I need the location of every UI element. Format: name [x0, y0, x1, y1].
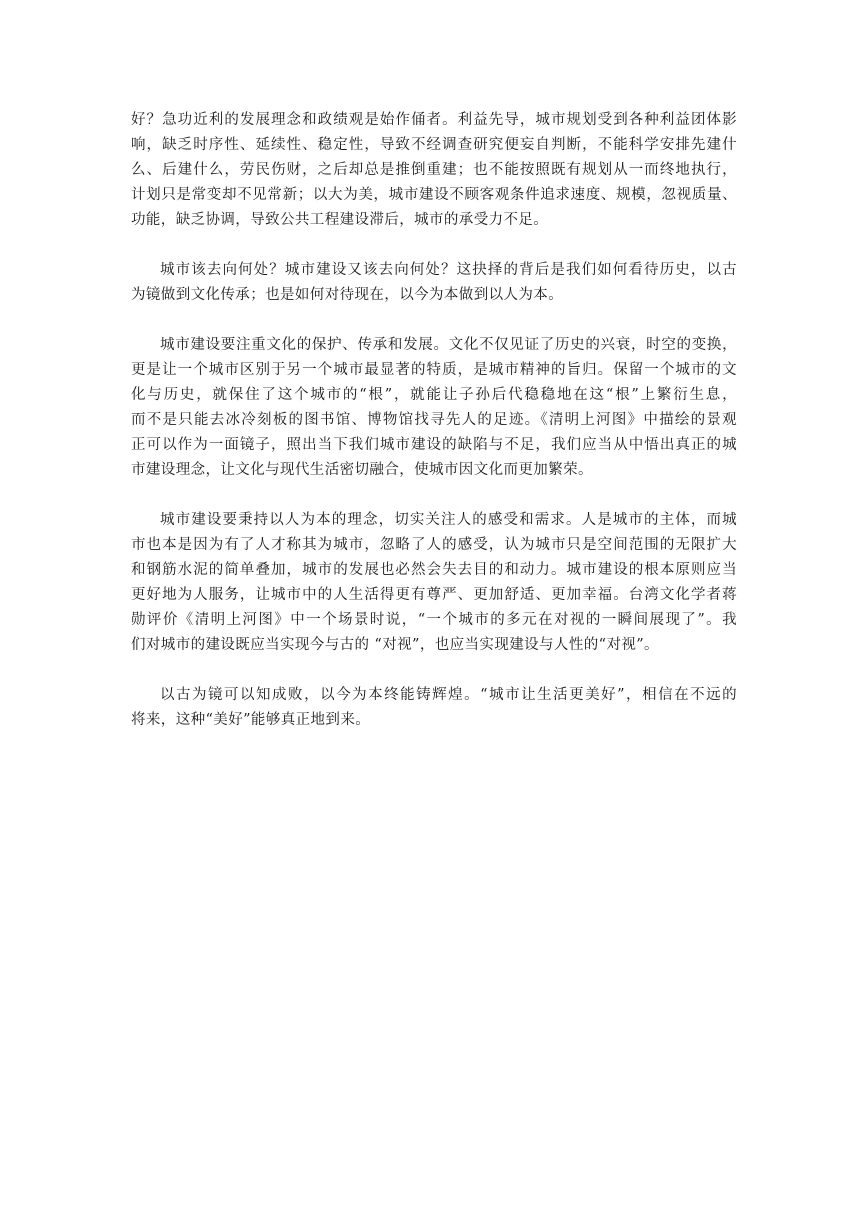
text-line: 城市建设要注重文化的保护、传承和发展。文化不仅见证了历史的兴衰，时空的变换，	[160, 337, 737, 353]
text-line: 以古为镜可以知成败，以今为本终能铸辉煌。“城市让生活更美好”，相信在不远的	[160, 687, 737, 703]
text-line: 而不是只能去冰冷刻板的图书馆、博物馆找寻先人的足迹。《清明上河图》中描绘的景观	[131, 412, 737, 428]
text-line: 城市该去向何处？城市建设又该去向何处？这抉择的背后是我们如何看待历史，以古	[160, 262, 737, 278]
document-body	[131, 108, 737, 758]
paragraph-1	[131, 108, 737, 233]
text-line: 勋评价《清明上河图》中一个场景时说，“一个城市的多元在对视的一瞬间展现了”。我	[131, 612, 737, 628]
text-line: 为镜做到文化传承；也是如何对待现在，以今为本做到以人为本。	[131, 287, 564, 303]
text-line: 更是让一个城市区别于另一个城市最显著的特质，是城市精神的旨归。保留一个城市的文	[131, 362, 737, 378]
paragraph-4	[131, 508, 737, 658]
text-line: 将来，这种“美好”能够真正地到来。	[131, 712, 371, 728]
text-line: 市建设理念，让文化与现代生活密切融合，使城市因文化而更加繁荣。	[131, 462, 593, 478]
text-line: 和钢筋水泥的简单叠加，城市的发展也必然会失去目的和动力。城市建设的根本原则应当	[131, 562, 737, 578]
text-line: 更好地为人服务，让城市中的人生活得更有尊严、更加舒适、更加幸福。台湾文化学者蒋	[131, 587, 737, 603]
text-line: 化与历史，就保住了这个城市的“根”，就能让子孙后代稳稳地在这“根”上繁衍生息，	[131, 387, 737, 403]
text-line: 正可以作为一面镜子，照出当下我们城市建设的缺陷与不足，我们应当从中悟出真正的城	[131, 437, 737, 453]
text-line: 好？急功近利的发展理念和政绩观是始作俑者。利益先导，城市规划受到各种利益团体影	[131, 112, 737, 128]
text-line: 么、后建什么，劳民伤财，之后却总是推倒重建；也不能按照既有规划从一而终地执行，	[131, 162, 737, 178]
text-line: 城市建设要秉持以人为本的理念，切实关注人的感受和需求。人是城市的主体，而城	[160, 512, 737, 528]
text-line: 功能，缺乏协调，导致公共工程建设滞后，城市的承受力不足。	[131, 212, 549, 228]
text-line: 计划只是常变却不见常新；以大为美，城市建设不顾客观条件追求速度、规模，忽视质量、	[131, 187, 737, 203]
text-line: 们对城市的建设既应当实现今与古的 “对视”，也应当实现建设与人性的“对视”。	[131, 637, 659, 653]
paragraph-3	[131, 333, 737, 483]
paragraph-5	[131, 683, 737, 733]
text-line: 市也本是因为有了人才称其为城市，忽略了人的感受，认为城市只是空间范围的无限扩大	[131, 537, 737, 553]
paragraph-2	[131, 258, 737, 308]
text-line: 响，缺乏时序性、延续性、稳定性，导致不经调查研究便妄自判断，不能科学安排先建什	[131, 137, 737, 153]
